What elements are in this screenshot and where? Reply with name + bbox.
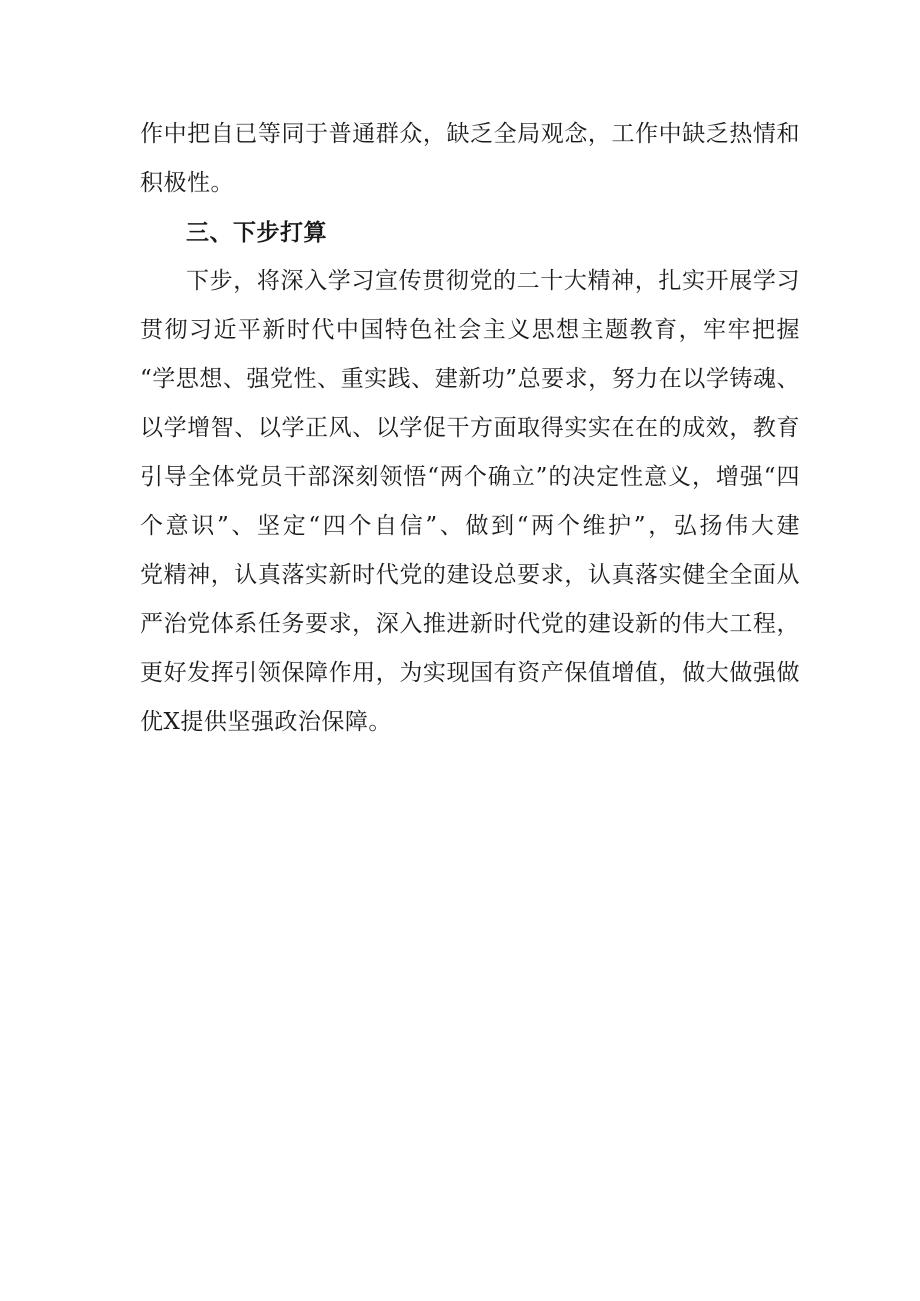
paragraph-line: 作中把自已等同于普通群众，缺乏全局观念，工作中缺乏热情和: [140, 121, 800, 147]
paragraph-line: 严治党体系任务要求，深入推进新时代党的建设新的伟大工程，: [140, 611, 800, 637]
paragraph-line: 优X提供坚强政治保障。: [140, 709, 392, 735]
paragraph-line: 下步，将深入学习宣传贯彻党的二十大精神，扎实开展学习: [186, 268, 800, 294]
paragraph-line: 贯彻习近平新时代中国特色社会主义思想主题教育，牢牢把握: [140, 317, 800, 343]
paragraph-line: 党精神，认真落实新时代党的建设总要求，认真落实健全全面从: [140, 562, 800, 588]
document-page: [140, 110, 800, 747]
paragraph-line: “学思想、强党性、重实践、建新功”总要求，努力在以学铸魂、: [140, 366, 800, 392]
paragraph-line: 积极性。: [140, 170, 234, 196]
paragraph-line: 以学增智、以学正风、以学促干方面取得实实在在的成效，教育: [140, 415, 800, 441]
section-heading: 三、下步打算: [186, 219, 327, 246]
paragraph-line: 更好发挥引领保障作用，为实现国有资产保值增值，做大做强做: [140, 660, 800, 686]
paragraph-line: 个意识”、坚定“四个自信”、做到“两个维护”，弘扬伟大建: [140, 513, 800, 539]
paragraph-line: 引导全体党员干部深刻领悟“两个确立”的决定性意义，增强“四: [140, 464, 800, 490]
